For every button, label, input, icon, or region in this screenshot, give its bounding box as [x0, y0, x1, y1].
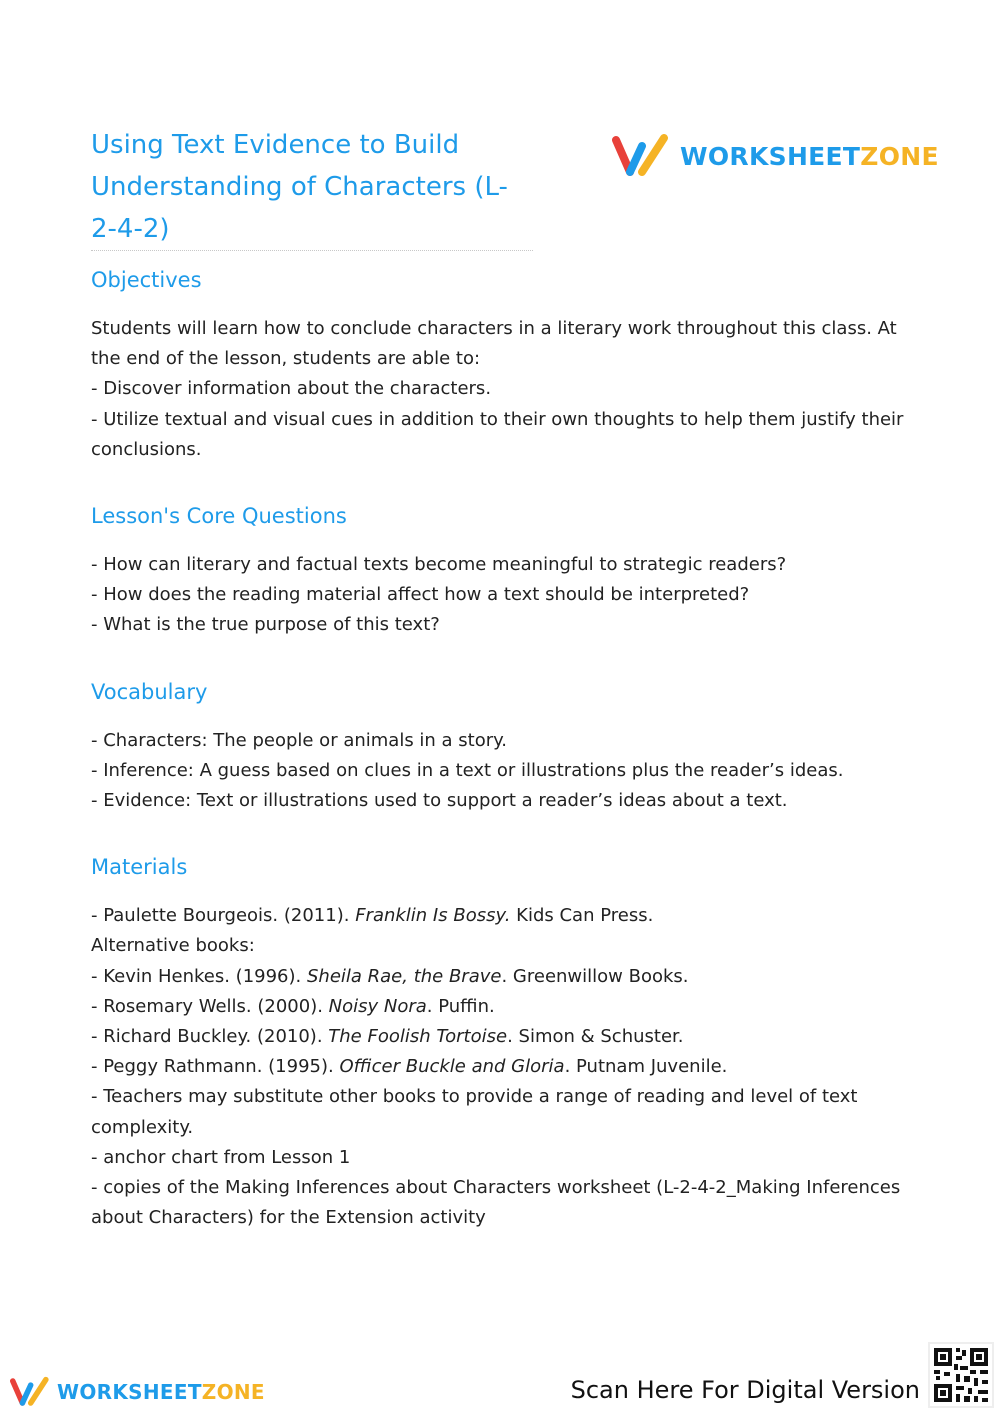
material-item: - Teachers may substitute other books to provide a range of reading and level of text complexity.	[91, 1086, 858, 1138]
vocabulary-item: - Evidence: Text or illustrations used to support a reader’s ideas about a text.	[91, 790, 788, 812]
qr-code-icon	[930, 1344, 992, 1406]
brand-name: WORKSHEETZONE	[680, 141, 939, 171]
lesson-content	[91, 262, 916, 1266]
worksheetzone-logo-icon	[10, 1376, 50, 1408]
title-divider	[91, 250, 533, 251]
alternative-book: - Peggy Rathmann. (1995). Officer Buckle and Gloria. Putnam Juvenile.	[91, 1056, 728, 1078]
vocabulary-item: - Characters: The people or animals in a story.	[91, 729, 507, 751]
objectives-intro: Students will learn how to conclude characters in a literary work throughout this class. At the end of the lesson, students are able to:	[91, 318, 897, 370]
core-questions-heading: Lesson's Core Questions	[91, 504, 347, 529]
core-question-item: - What is the true purpose of this text?	[91, 614, 440, 636]
materials-heading: Materials	[91, 855, 188, 880]
material-book: - Paulette Bourgeois. (2011). Franklin Is Bossy. Kids Can Press.	[91, 905, 654, 927]
material-item: - anchor chart from Lesson 1	[91, 1146, 351, 1168]
core-questions-section	[91, 498, 916, 641]
footer-brand-name: WORKSHEETZONE	[57, 1380, 265, 1404]
materials-section	[91, 849, 916, 1233]
objective-item: - Utilize textual and visual cues in addition to their own thoughts to help them justify their conclusions.	[91, 408, 904, 460]
brand-logo	[612, 134, 939, 178]
core-question-item: - How does the reading material affect how a text should be interpreted?	[91, 584, 750, 606]
objective-item: - Discover information about the characters.	[91, 378, 492, 400]
alternative-book: - Richard Buckley. (2010). The Foolish Tortoise. Simon & Schuster.	[91, 1026, 684, 1048]
vocabulary-heading: Vocabulary	[91, 679, 208, 704]
vocabulary-item: - Inference: A guess based on clues in a text or illustrations plus the reader’s ideas.	[91, 759, 844, 781]
worksheetzone-logo-icon	[612, 134, 670, 178]
alternative-book: - Rosemary Wells. (2000). Noisy Nora. Puffin.	[91, 995, 495, 1017]
core-question-item: - How can literary and factual texts become meaningful to strategic readers?	[91, 554, 787, 576]
qr-code[interactable]	[928, 1342, 994, 1408]
alternative-book: - Kevin Henkes. (1996). Sheila Rae, the Brave. Greenwillow Books.	[91, 965, 689, 987]
material-item: - copies of the Making Inferences about Characters worksheet (L-2-4-2_Making Inferences about Characters) for the Extension activity	[91, 1177, 901, 1229]
vocabulary-section	[91, 674, 916, 817]
page-title: Using Text Evidence to Build Understanding of Characters (L-2-4-2)	[91, 130, 508, 244]
objectives-section	[91, 262, 916, 465]
alternative-books-label: Alternative books:	[91, 935, 255, 957]
footer-brand-logo	[10, 1376, 265, 1408]
scan-instruction: Scan Here For Digital Version	[570, 1376, 920, 1404]
objectives-heading: Objectives	[91, 268, 202, 292]
